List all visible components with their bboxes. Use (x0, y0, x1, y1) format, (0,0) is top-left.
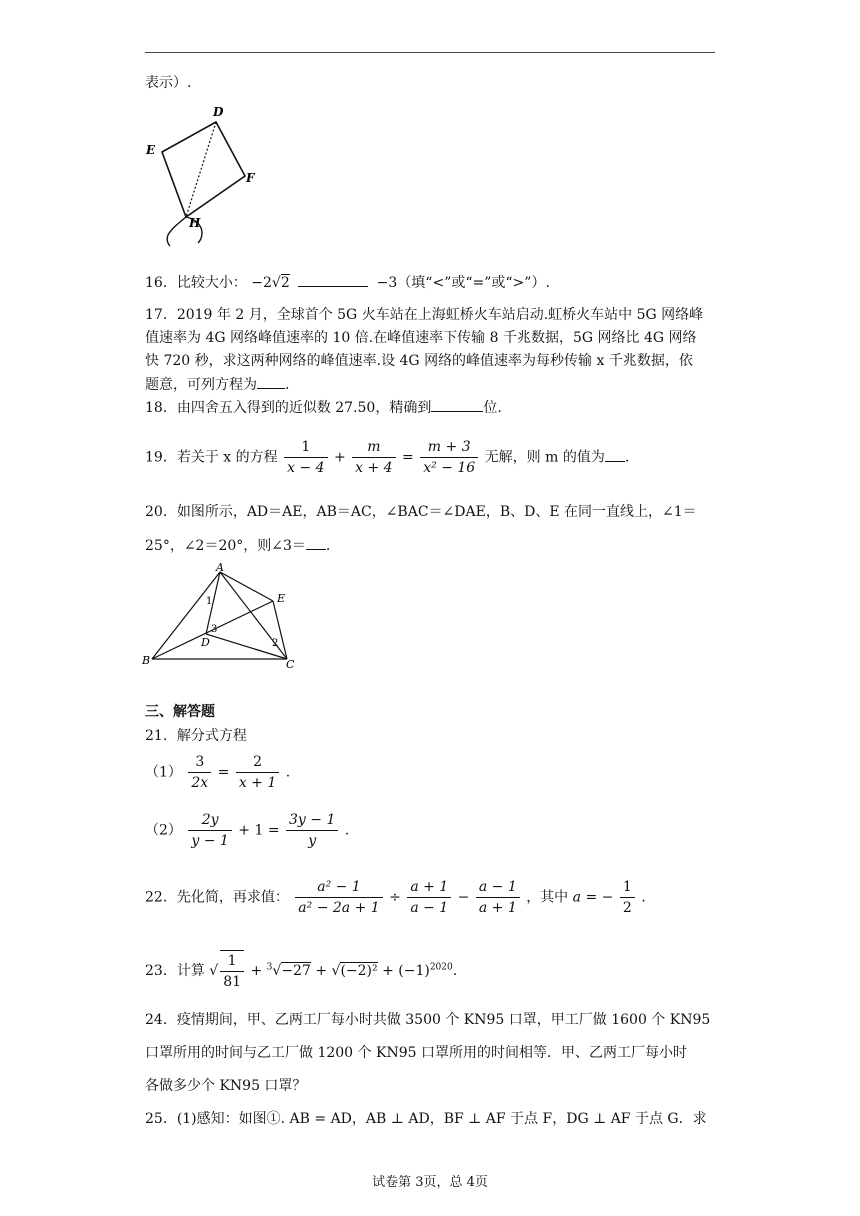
question-21-title: 21．解分式方程 (145, 728, 247, 744)
question-21-part-2: （2） $\frac{2y}{y - 1}$ + 1 = $\frac{3y - 1}{y}$ . (145, 812, 350, 849)
question-25-line-1: 25．(1)感知：如图①. AB = AD，AB ⊥ AD，BF ⊥ AF 于点 F，DG ⊥ AF 于点 G．求 (145, 1111, 707, 1127)
section-title: 三、解答题 (145, 704, 215, 720)
question-20-line-2: 25°，∠2＝20°，则∠3＝ . (145, 535, 330, 556)
answer-blank-20[interactable] (306, 535, 326, 550)
tri-label-a: A (216, 561, 224, 574)
question-19: 19．若关于 x 的方程 $\frac{1}{x - 4}$ + $\frac{m}{x + 4}$ = $\frac{m + 3}{\text{x² − 16}}$ 无解，则 m 的值为 . (145, 439, 630, 476)
answer-blank-17[interactable] (257, 374, 285, 389)
kite-label-d: D (213, 105, 224, 119)
tri-label-d: D (201, 636, 210, 649)
kite-label-f: F (246, 171, 255, 185)
fraction-1: $\frac{1}{x - 4}$ (284, 437, 327, 478)
kite-figure (140, 100, 270, 250)
angle-label-2: 2 (272, 638, 279, 649)
fraction-2: $\frac{m}{x + 4}$ (352, 437, 395, 478)
question-17-line-2: 值速率为 4G 网络峰值速率的 10 倍.在峰值速率下传输 8 千兆数据，5G 网络比 4G 网络 (145, 330, 697, 346)
kite-label-h: H (189, 216, 201, 230)
header-rule (145, 52, 715, 53)
question-24-line-2: 口罩所用的时间与乙工厂做 1200 个 KN95 口罩所用的时间相等．甲、乙两工厂每小时 (145, 1045, 687, 1061)
triangle-figure (140, 560, 310, 675)
question-18: 18．由四舍五入得到的近似数 27.50，精确到 位. (145, 397, 502, 418)
tri-label-b: B (142, 654, 151, 667)
answer-blank-18[interactable] (431, 397, 483, 412)
answer-blank-19[interactable] (605, 447, 625, 462)
question-24-line-1: 24．疫情期间，甲、乙两工厂每小时共做 3500 个 KN95 口罩，甲工厂做 1600 个 KN95 (145, 1012, 711, 1028)
question-24-line-3: 各做多少个 KN95 口罩？ (145, 1078, 307, 1094)
angle-label-1: 1 (206, 596, 213, 607)
question-16: 16．比较大小： −2√2 −3（填“<”或“=”或“>”）. (145, 272, 550, 293)
question-22: 22．先化简，再求值： $\frac{\text{a² − 1}}{\text{a² − 2a + 1}}$ ÷ $\frac{a + 1}{a - 1}$ − $\frac{a - 1}{a + 1}$ ，其中 a = − $\frac{1}{2}$ . (145, 879, 646, 916)
sqrt-symbol: √ (271, 275, 281, 291)
question-23: 23．计算 √ $\frac{1}{81}$ + $^3√-27 + √(-2)^2 + (-1)^{2020}$. (145, 950, 457, 992)
question-17-line-3: 快 720 秒，求这两种网络的峰值速率.设 4G 网络的峰值速率为每秒传输 x 千兆数据，依 (145, 353, 693, 369)
tri-label-c: C (286, 658, 295, 671)
tri-label-e: E (277, 592, 286, 605)
kite-label-e: E (146, 143, 156, 157)
intro-text: 表示）. (145, 75, 192, 91)
fraction-3: $\frac{m + 3}{\text{x² − 16}}$ (420, 437, 478, 478)
page-footer: 试卷第 3页，总 4页 (372, 1175, 488, 1190)
angle-label-3: 3 (211, 624, 218, 635)
answer-blank-16[interactable] (298, 272, 368, 287)
question-17-line-4: 题意，可列方程为 . (145, 374, 289, 395)
question-21-part-1: （1） $\frac{3}{2x}$ = $\frac{2}{x + 1}$ . (145, 754, 291, 791)
question-20-line-1: 20．如图所示，AD＝AE，AB＝AC，∠BAC＝∠DAE，B、D、E 在同一直线上，∠1＝ (145, 504, 697, 520)
question-17-line-1: 17．2019 年 2 月，全球首个 5G 火车站在上海虹桥火车站启动.虹桥火车站中 5G 网络峰 (145, 307, 704, 323)
